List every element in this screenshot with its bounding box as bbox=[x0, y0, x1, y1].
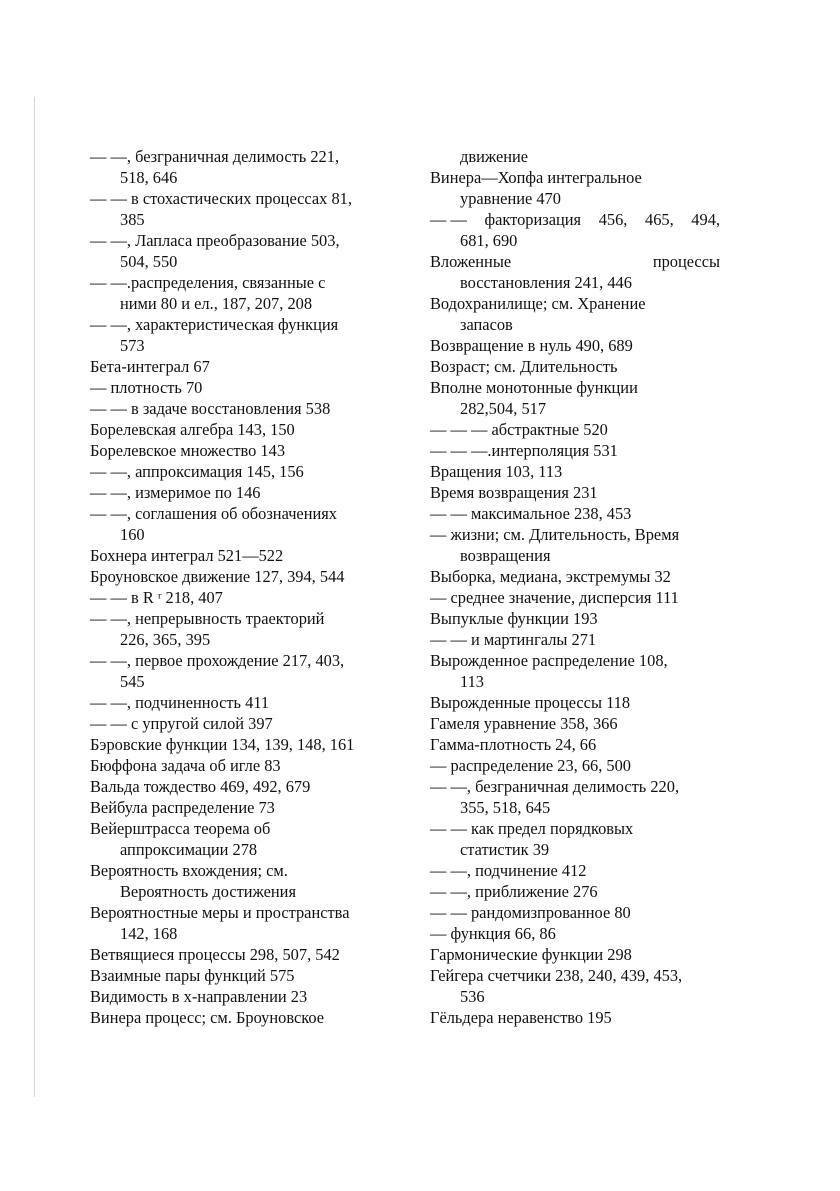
index-entry bbox=[430, 524, 720, 566]
index-entry-continuation: ними 80 и ел., 187, 207, 208 bbox=[120, 294, 313, 313]
index-entry-word: Вложенные bbox=[430, 252, 512, 271]
index-entry-word: факторизация bbox=[484, 210, 582, 229]
index-entry bbox=[430, 167, 720, 209]
index-entry-line: Возраст; см. Длительность bbox=[430, 357, 618, 376]
index-entry bbox=[90, 188, 390, 230]
index-entry bbox=[90, 545, 390, 566]
index-entry bbox=[90, 440, 390, 461]
index-entry bbox=[90, 755, 390, 776]
index-entry-continuation: 142, 168 bbox=[120, 924, 178, 943]
index-entry bbox=[90, 944, 390, 965]
index-entry-line: — — в R ʳ 218, 407 bbox=[90, 588, 223, 607]
index-entry bbox=[90, 482, 390, 503]
index-entry-line: — функция 66, 86 bbox=[430, 924, 556, 943]
index-entry bbox=[430, 461, 720, 482]
index-entry-line: Вырожденные процессы 118 bbox=[430, 693, 631, 712]
index-entry-line: Борелевское множество 143 bbox=[90, 441, 286, 460]
index-entry-line: — —, безграничная делимость 221, bbox=[90, 147, 340, 166]
index-entry bbox=[90, 734, 390, 755]
index-entry bbox=[430, 944, 720, 965]
index-entry-continuation: запасов bbox=[460, 315, 513, 334]
index-entry-continuation: 518, 646 bbox=[120, 168, 178, 187]
index-entry bbox=[90, 776, 390, 797]
index-entry bbox=[90, 986, 390, 1007]
index-entry bbox=[430, 503, 720, 524]
index-entry-line: — —, характеристическая функция bbox=[90, 315, 339, 334]
index-entry bbox=[90, 461, 390, 482]
index-entry-line: — —, непрерывность траекторий bbox=[90, 609, 325, 628]
index-entry-line: — — максимальное 238, 453 bbox=[430, 504, 632, 523]
index-entry-line: Вейерштрасса теорема об bbox=[90, 819, 271, 838]
index-entry-line: Выборка, медиана, экстремумы 32 bbox=[430, 567, 671, 586]
index-entry-continuation: движение bbox=[460, 147, 529, 166]
index-entry-line: Бэровские функции 134, 139, 148, 161 bbox=[90, 735, 355, 754]
index-entry-continuation: 160 bbox=[120, 525, 145, 544]
index-entry bbox=[430, 776, 720, 818]
index-entry-continuation: 504, 550 bbox=[120, 252, 178, 271]
index-entry-line: Гамеля уравнение 358, 366 bbox=[430, 714, 618, 733]
index-entry-line: Видимость в x-направлении 23 bbox=[90, 987, 308, 1006]
index-entry-line: Винера—Хопфа интегральное bbox=[430, 168, 642, 187]
index-entry-line: Бета-интеграл 67 bbox=[90, 357, 210, 376]
index-entry bbox=[430, 965, 720, 1007]
index-entry bbox=[90, 419, 390, 440]
index-entry-line: Взаимные пары функций 575 bbox=[90, 966, 295, 985]
index-entry-line: Гамма-плотность 24, 66 bbox=[430, 735, 597, 754]
index-entry-line: — —, Лапласа преобразование 503, bbox=[90, 231, 340, 250]
index-entry-word: — — bbox=[430, 210, 467, 229]
index-entry bbox=[430, 377, 720, 419]
index-entry bbox=[430, 146, 720, 167]
index-entry-word: 465, bbox=[645, 210, 674, 229]
index-entry bbox=[90, 356, 390, 377]
index-entry-line: — —, подчинение 412 bbox=[430, 861, 587, 880]
index-entry-continuation: 385 bbox=[120, 210, 145, 229]
index-entry bbox=[90, 1007, 390, 1028]
index-entry-line: — — — абстрактные 520 bbox=[430, 420, 608, 439]
index-entry-line: — среднее значение, дисперсия 111 bbox=[430, 588, 679, 607]
index-entry-line: Борелевская алгебра 143, 150 bbox=[90, 420, 295, 439]
index-entry bbox=[90, 713, 390, 734]
index-entry bbox=[430, 335, 720, 356]
index-entry-line: Возвращение в нуль 490, 689 bbox=[430, 336, 633, 355]
index-entry-continuation: 113 bbox=[460, 672, 484, 691]
index-entry bbox=[430, 692, 720, 713]
index-entry-line: — —, безграничная делимость 220, bbox=[430, 777, 680, 796]
index-entry-continuation: 545 bbox=[120, 672, 145, 691]
page-margin-line bbox=[34, 97, 35, 1097]
index-entry bbox=[90, 146, 390, 188]
index-entry-line: — —, подчиненность 411 bbox=[90, 693, 270, 712]
index-entry bbox=[90, 902, 390, 944]
index-entry-line: Вейбула распределение 73 bbox=[90, 798, 275, 817]
index-entry-line: Гармонические функции 298 bbox=[430, 945, 632, 964]
index-entry-continuation: 226, 365, 395 bbox=[120, 630, 211, 649]
index-entry bbox=[90, 650, 390, 692]
index-entry-line: Выпуклые функции 193 bbox=[430, 609, 598, 628]
index-entry-line: — — и мартингалы 271 bbox=[430, 630, 597, 649]
index-entry-continuation: 573 bbox=[120, 336, 145, 355]
index-entry bbox=[430, 629, 720, 650]
index-entry-line: — —, первое прохождение 217, 403, bbox=[90, 651, 345, 670]
index-column-left bbox=[90, 146, 390, 1028]
index-entry-line: — плотность 70 bbox=[90, 378, 203, 397]
index-entry bbox=[430, 818, 720, 860]
index-entry bbox=[90, 230, 390, 272]
index-entry bbox=[90, 377, 390, 398]
index-entry bbox=[430, 881, 720, 902]
index-entry bbox=[430, 356, 720, 377]
index-entry bbox=[430, 608, 720, 629]
index-entry-line: Вальда тождество 469, 492, 679 bbox=[90, 777, 311, 796]
index-entry bbox=[430, 1007, 720, 1028]
index-entry bbox=[90, 797, 390, 818]
index-entry-line: — —, аппроксимация 145, 156 bbox=[90, 462, 304, 481]
index-entry-continuation: Вероятность достижения bbox=[120, 882, 296, 901]
index-entry-continuation: аппроксимации 278 bbox=[120, 840, 258, 859]
index-entry-continuation: 681, 690 bbox=[460, 231, 518, 250]
index-entry bbox=[430, 713, 720, 734]
index-entry-line: Время возвращения 231 bbox=[430, 483, 598, 502]
index-entry-line: Вполне монотонные функции bbox=[430, 378, 638, 397]
index-entry bbox=[430, 293, 720, 335]
index-entry-line: — — рандомизпрованное 80 bbox=[430, 903, 631, 922]
index-entry-continuation: 536 bbox=[460, 987, 485, 1006]
index-entry bbox=[90, 587, 390, 608]
index-entry-line: — — —.интерполяция 531 bbox=[430, 441, 618, 460]
index-entry-line: — — в задаче восстановления 538 bbox=[90, 399, 331, 418]
index-entry bbox=[90, 608, 390, 650]
index-column-right bbox=[430, 146, 720, 1028]
index-entry-line: Вырожденное распределение 108, bbox=[430, 651, 668, 670]
index-entry bbox=[430, 251, 720, 293]
index-entry-line: Винера процесс; см. Броуновское bbox=[90, 1008, 325, 1027]
index-entry bbox=[430, 650, 720, 692]
index-entry-line: — —, приближение 276 bbox=[430, 882, 598, 901]
index-entry-continuation: статистик 39 bbox=[460, 840, 550, 859]
index-entry bbox=[430, 419, 720, 440]
index-entry-line: Броуновское движение 127, 394, 544 bbox=[90, 567, 345, 586]
index-entry-line: — —, измеримое по 146 bbox=[90, 483, 261, 502]
index-entry-line bbox=[430, 209, 720, 230]
index-entry-line: Водохранилище; см. Хранение bbox=[430, 294, 646, 313]
index-entry bbox=[430, 923, 720, 944]
index-entry-line: Вращения 103, 113 bbox=[430, 462, 563, 481]
index-entry bbox=[430, 734, 720, 755]
index-entry-line: Ветвящиеся процессы 298, 507, 542 bbox=[90, 945, 340, 964]
index-entry-line: Бохнера интеграл 521—522 bbox=[90, 546, 284, 565]
index-entry bbox=[430, 482, 720, 503]
index-entry bbox=[90, 503, 390, 545]
index-entry-line: — — с упругой силой 397 bbox=[90, 714, 273, 733]
index-entry bbox=[90, 314, 390, 356]
index-entry bbox=[430, 587, 720, 608]
index-entry bbox=[90, 566, 390, 587]
index-entry bbox=[430, 566, 720, 587]
index-entry bbox=[430, 902, 720, 923]
index-entry bbox=[90, 692, 390, 713]
index-entry-line: Вероятностные меры и пространства bbox=[90, 903, 350, 922]
index-entry-line: — — как предел порядковых bbox=[430, 819, 634, 838]
index-entry-line: Гёльдера неравенство 195 bbox=[430, 1008, 612, 1027]
index-entry bbox=[430, 209, 720, 251]
index-entry bbox=[90, 818, 390, 860]
index-entry-line: Вероятность вхождения; см. bbox=[90, 861, 288, 880]
index-entry bbox=[90, 272, 390, 314]
index-entry-continuation: возвращения bbox=[460, 546, 551, 565]
index-entry-line: — —.распределения, связанные с bbox=[90, 273, 326, 292]
index-entry-line bbox=[430, 251, 720, 272]
index-entry bbox=[90, 965, 390, 986]
index-entry bbox=[430, 440, 720, 461]
index-entry bbox=[90, 860, 390, 902]
index-entry bbox=[90, 398, 390, 419]
index-entry-line: Гейгера счетчики 238, 240, 439, 453, bbox=[430, 966, 683, 985]
index-entry-word: процессы bbox=[652, 252, 720, 271]
index-entry-continuation: 355, 518, 645 bbox=[460, 798, 551, 817]
index-entry-word: 456, bbox=[598, 210, 628, 229]
index-entry-continuation: восстановления 241, 446 bbox=[460, 273, 632, 292]
index-entry-line: — жизни; см. Длительность, Время bbox=[430, 525, 680, 544]
index-entry-line: — —, соглашения об обозначениях bbox=[90, 504, 337, 523]
index-entry bbox=[430, 755, 720, 776]
index-entry-continuation: 282,504, 517 bbox=[460, 399, 547, 418]
index-entry-line: Бюффона задача об игле 83 bbox=[90, 756, 281, 775]
index-entry-continuation: уравнение 470 bbox=[460, 189, 561, 208]
index-entry-word: 494, bbox=[691, 210, 720, 229]
index-entry-line: — — в стохастических процессах 81, bbox=[90, 189, 352, 208]
index-entry-line: — распределение 23, 66, 500 bbox=[430, 756, 632, 775]
index-entry bbox=[430, 860, 720, 881]
